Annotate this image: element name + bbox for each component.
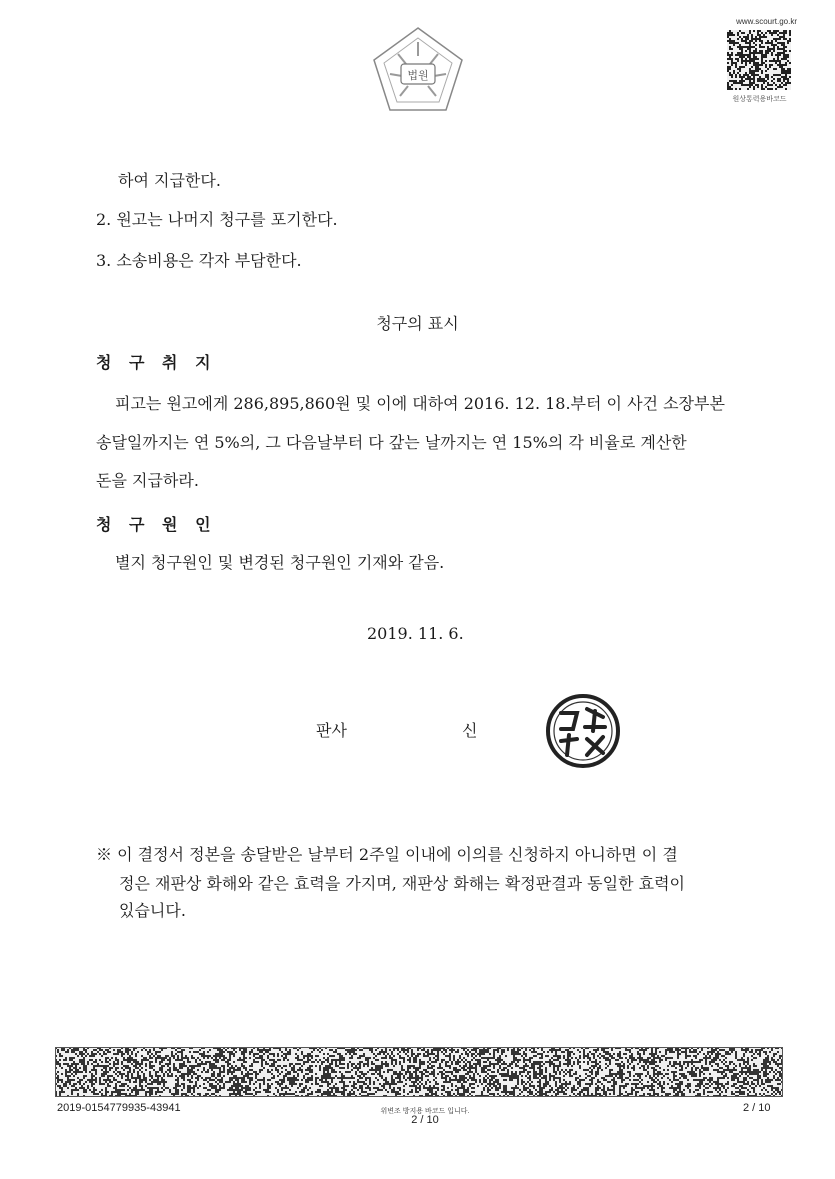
ruling-line-3: 3. 소송비용은 각자 부담한다.: [96, 251, 302, 270]
page-number-center: 2 / 10: [411, 1114, 439, 1126]
qr-caption: 원상통력용바코드: [732, 96, 787, 103]
ruling-line-2: 2. 원고는 나머지 청구를 포기한다.: [96, 210, 338, 229]
claim-cause-text: 별지 청구원인 및 변경된 청구원인 기재와 같음.: [115, 553, 445, 572]
site-url: www.scourt.go.kr: [736, 17, 797, 26]
claim-purpose-line-2: 송달일까지는 연 5%의, 그 다음날부터 다 갚는 날까지는 연 15%의 각 비율로 계산한: [96, 433, 687, 452]
claim-cause-heading: 청 구 원 인: [96, 515, 217, 534]
notice-line-3: 있습니다.: [119, 901, 186, 920]
section-title: 청구의 표시: [376, 314, 459, 333]
document-number: 2019-0154779935-43941: [57, 1102, 181, 1114]
claim-purpose-line-3: 돈을 지급하라.: [96, 471, 199, 490]
notice-line-2: 정은 재판상 화해와 같은 효력을 가지며, 재판상 화해는 확정판결과 동일한 효력이: [119, 874, 685, 893]
judge-seal-icon: [543, 691, 623, 771]
ruling-line-1: 하여 지급한다.: [118, 171, 221, 190]
barcode-note: 위변조 방지용 바코드 입니다.: [380, 1108, 470, 1115]
qr-code-icon: [727, 30, 791, 90]
claim-purpose-line-1: 피고는 원고에게 286,895,860원 및 이에 대하여 2016. 12. 18.부터 이 사건 소장부본: [115, 394, 725, 413]
page-number-right: 2 / 10: [743, 1102, 771, 1114]
judge-name: 신: [462, 721, 478, 740]
claim-purpose-heading: 청 구 취 지: [96, 353, 217, 372]
decision-date: 2019. 11. 6.: [367, 624, 464, 643]
notice-line-1: ※ 이 결정서 정본을 송달받은 날부터 2주일 이내에 이의를 신청하지 아니하면 이 결: [96, 845, 678, 864]
emblem-label: 법원: [407, 69, 429, 82]
anti-forgery-barcode-icon: [55, 1047, 783, 1097]
judge-title: 판사: [316, 721, 347, 740]
